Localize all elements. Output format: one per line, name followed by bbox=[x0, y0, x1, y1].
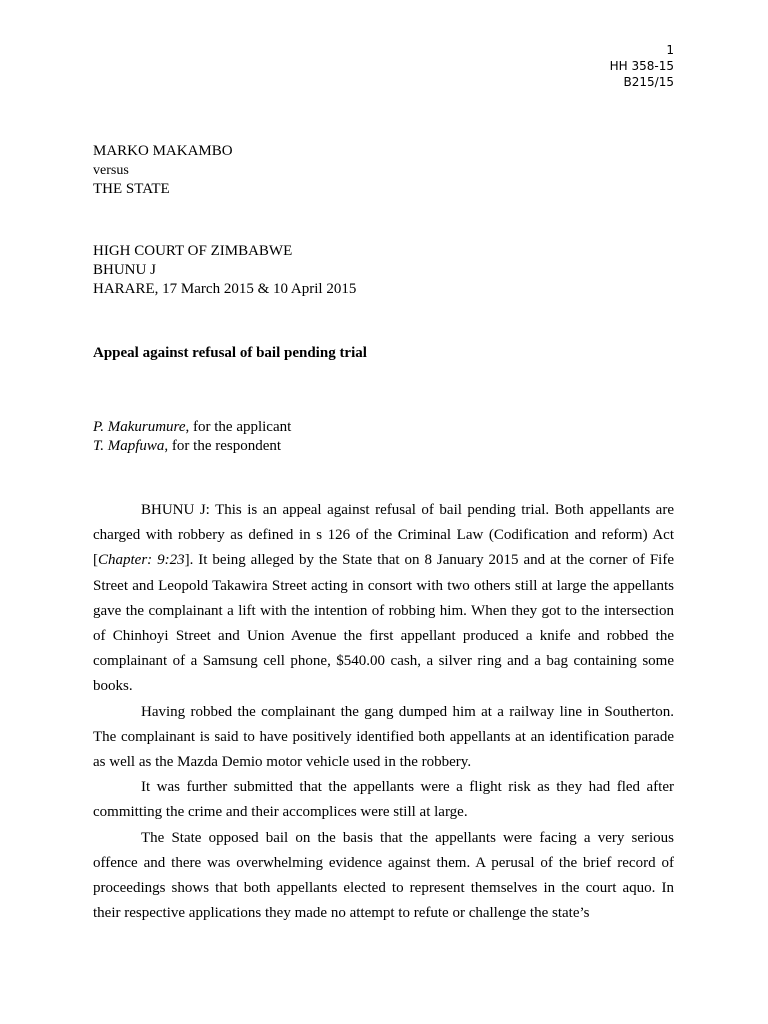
paragraph-1-part-b: ]. It being alleged by the State that on 8 January 2015 and at the corner of Fife Street and Leopold Takawira Street acting in consort with two others still at large the appellants gave the complainant a lift with the intention of robbing him. When they got to the intersection of Chinhoyi Street and Union Avenue the first appellant produced a knife and robbed the complainant of a Samsung cell phone, $540.00 cash, a silver ring and a bag containing some books. bbox=[93, 552, 674, 695]
judgment-paragraph-1 bbox=[93, 498, 674, 700]
respondent-counsel bbox=[93, 437, 291, 456]
page-number: 1 bbox=[666, 43, 674, 57]
respondent-name: THE STATE bbox=[93, 181, 170, 197]
judgment-paragraph-4: The State opposed bail on the basis that the appellants were facing a very serious offence and there was overwhelming evidence against them. A perusal of the brief record of proceedings shows that both appellants elected to represent themselves in the court aquo. In their respective applications they made no attempt to refute or challenge the state’s bbox=[93, 829, 674, 922]
case-parties bbox=[93, 142, 233, 199]
counsel-list bbox=[93, 418, 291, 456]
versus-label: versus bbox=[93, 163, 129, 178]
statute-chapter: Chapter: 9:23 bbox=[98, 552, 185, 569]
applicant-counsel bbox=[93, 418, 291, 437]
judgment-paragraph-2: Having robbed the complainant the gang dumped him at a railway line in Southerton. The complainant is said to have positively identified both appellants at an identification parade as well as the Mazda Demio motor vehicle used in the robbery. bbox=[93, 703, 674, 771]
appellant-name: MARKO MAKAMBO bbox=[93, 143, 233, 159]
case-subject-heading: Appeal against refusal of bail pending trial bbox=[93, 345, 367, 361]
judgment-paragraph-3: It was further submitted that the appellants were a flight risk as they had fled after committing the crime and their accomplices were still at large. bbox=[93, 779, 674, 821]
page-header bbox=[610, 42, 674, 90]
paragraph-1-part-a: BHUNU J: This is an appeal against refusal of bail pending trial. Both appellants are charged with robbery as defined in s 126 of the Criminal Law (Codification and reform) Act [ bbox=[93, 502, 674, 569]
judgment-body bbox=[93, 498, 674, 926]
judge-name: BHUNU J bbox=[93, 262, 156, 278]
court-name: HIGH COURT OF ZIMBABWE bbox=[93, 243, 293, 259]
case-reference: HH 358-15 bbox=[609, 59, 674, 73]
respondent-counsel-name: T. Mapfuwa bbox=[93, 438, 165, 454]
hearing-place-dates: HARARE, 17 March 2015 & 10 April 2015 bbox=[93, 281, 357, 297]
respondent-counsel-role: , for the respondent bbox=[164, 438, 282, 454]
applicant-counsel-name: P. Makurumure bbox=[93, 419, 186, 435]
court-details bbox=[93, 242, 356, 299]
case-number: B215/15 bbox=[623, 75, 674, 89]
applicant-counsel-role: , for the applicant bbox=[185, 419, 292, 435]
